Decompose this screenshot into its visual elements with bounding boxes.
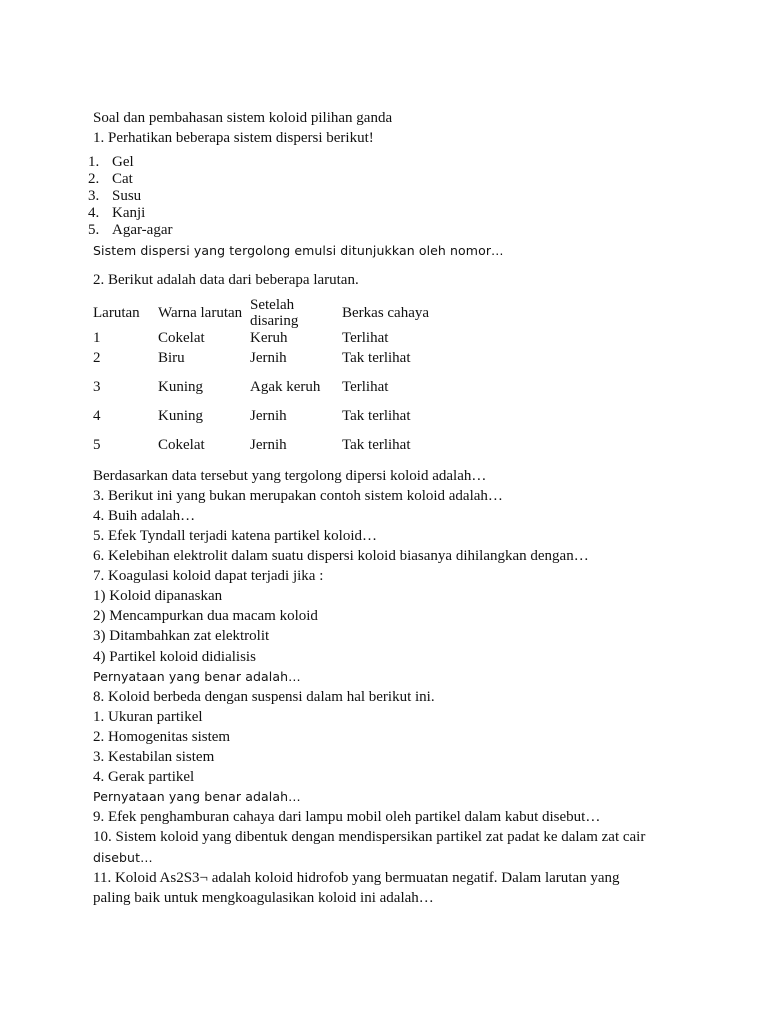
question-10-text: 10. Sistem koloid yang dibentuk dengan mendispersikan partikel zat padat ke dalam zat cair (93, 829, 646, 845)
table-cell: Agak keruh (250, 379, 321, 395)
table-cell: Cokelat (158, 437, 205, 453)
table-cell: 3 (93, 379, 101, 395)
table-cell: 1 (93, 330, 101, 346)
list-item: 3. Kestabilan sistem (93, 749, 215, 765)
question-line: 6. Kelebihan elektrolit dalam suatu dispersi koloid biasanya dihilangkan dengan… (93, 548, 589, 564)
question-6-text (93, 547, 589, 565)
question-8-prompt: Pernyataan yang benar adalah… (93, 789, 301, 804)
table-cell: 2 (93, 350, 101, 366)
question-line: 4. Buih adalah… (93, 508, 196, 524)
list-item-number: 1. (88, 154, 100, 170)
document-title: Soal dan pembahasan sistem koloid pilihan ganda (93, 110, 393, 126)
list-item-number: 3. (88, 188, 100, 204)
list-item-label: Kanji (112, 205, 146, 221)
list-item (88, 222, 173, 239)
list-item: 1. Ukuran partikel (93, 709, 203, 725)
table-cell: Keruh (250, 330, 288, 346)
question-line: Berdasarkan data tersebut yang tergolong dipersi koloid adalah… (93, 468, 487, 484)
table-cell: Jernih (250, 408, 287, 424)
question-2-text: 2. Berikut adalah data dari beberapa larutan. (93, 272, 359, 288)
question-line: 3. Berikut ini yang bukan merupakan contoh sistem koloid adalah… (93, 488, 503, 504)
question-11-text: 11. Koloid As2S3¬ adalah koloid hidrofob yang bermuatan negatif. Dalam larutan yang (93, 870, 620, 886)
list-item-label: Susu (112, 188, 142, 204)
table-header-cell: Warna larutan (158, 305, 243, 321)
table-cell: Terlihat (342, 379, 389, 395)
table-cell: Terlihat (342, 330, 389, 346)
table-header-cell: Berkas cahaya (342, 305, 430, 321)
question-8-text: 8. Koloid berbeda dengan suspensi dalam hal berikut ini. (93, 689, 435, 705)
question-1-prompt: Sistem dispersi yang tergolong emulsi ditunjukkan oleh nomor… (93, 243, 504, 258)
list-item: 2. Homogenitas sistem (93, 729, 231, 745)
table-cell: 4 (93, 408, 101, 424)
list-item-number: 4. (88, 205, 100, 221)
list-item-label: Gel (112, 154, 134, 170)
list-item: 4. Gerak partikel (93, 769, 195, 785)
table-cell: Kuning (158, 408, 203, 424)
list-item-number: 5. (88, 222, 100, 238)
table-cell: Cokelat (158, 330, 205, 346)
list-item (88, 188, 141, 205)
table-cell: Jernih (250, 437, 287, 453)
table-header-cell: Larutan (93, 305, 140, 321)
list-item: 3) Ditambahkan zat elektrolit (93, 628, 270, 644)
question-7-prompt: Pernyataan yang benar adalah… (93, 669, 301, 684)
question-line: 5. Efek Tyndall terjadi katena partikel koloid… (93, 528, 378, 544)
table-cell: Tak terlihat (342, 437, 411, 453)
list-item (88, 171, 133, 188)
list-item-number: 2. (88, 171, 100, 187)
question-2-prompt (93, 467, 486, 485)
table-header-cell: Setelah disaring (250, 297, 299, 329)
question-10-continued: disebut… (93, 850, 153, 865)
table-cell: Tak terlihat (342, 350, 411, 366)
list-item-label: Agar-agar (112, 222, 173, 238)
list-item: 2) Mencampurkan dua macam koloid (93, 608, 318, 624)
list-item: 1) Koloid dipanaskan (93, 588, 223, 604)
question-7-text: 7. Koagulasi koloid dapat terjadi jika : (93, 568, 324, 584)
table-cell: Biru (158, 350, 185, 366)
question-1-text: 1. Perhatikan beberapa sistem dispersi berikut! (93, 130, 374, 146)
list-item: 4) Partikel koloid didialisis (93, 649, 256, 665)
table-cell: Kuning (158, 379, 203, 395)
question-11-continued: paling baik untuk mengkoagulasikan koloid ini adalah… (93, 890, 434, 906)
table-cell: 5 (93, 437, 101, 453)
question-3-text (93, 487, 503, 505)
table-cell: Jernih (250, 350, 287, 366)
table-cell: Tak terlihat (342, 408, 411, 424)
question-9-text: 9. Efek penghamburan cahaya dari lampu mobil oleh partikel dalam kabut disebut… (93, 809, 601, 825)
list-item (88, 205, 145, 222)
list-item (88, 154, 134, 171)
list-item-label: Cat (112, 171, 133, 187)
question-5-text (93, 527, 377, 545)
question-4-text (93, 507, 195, 525)
